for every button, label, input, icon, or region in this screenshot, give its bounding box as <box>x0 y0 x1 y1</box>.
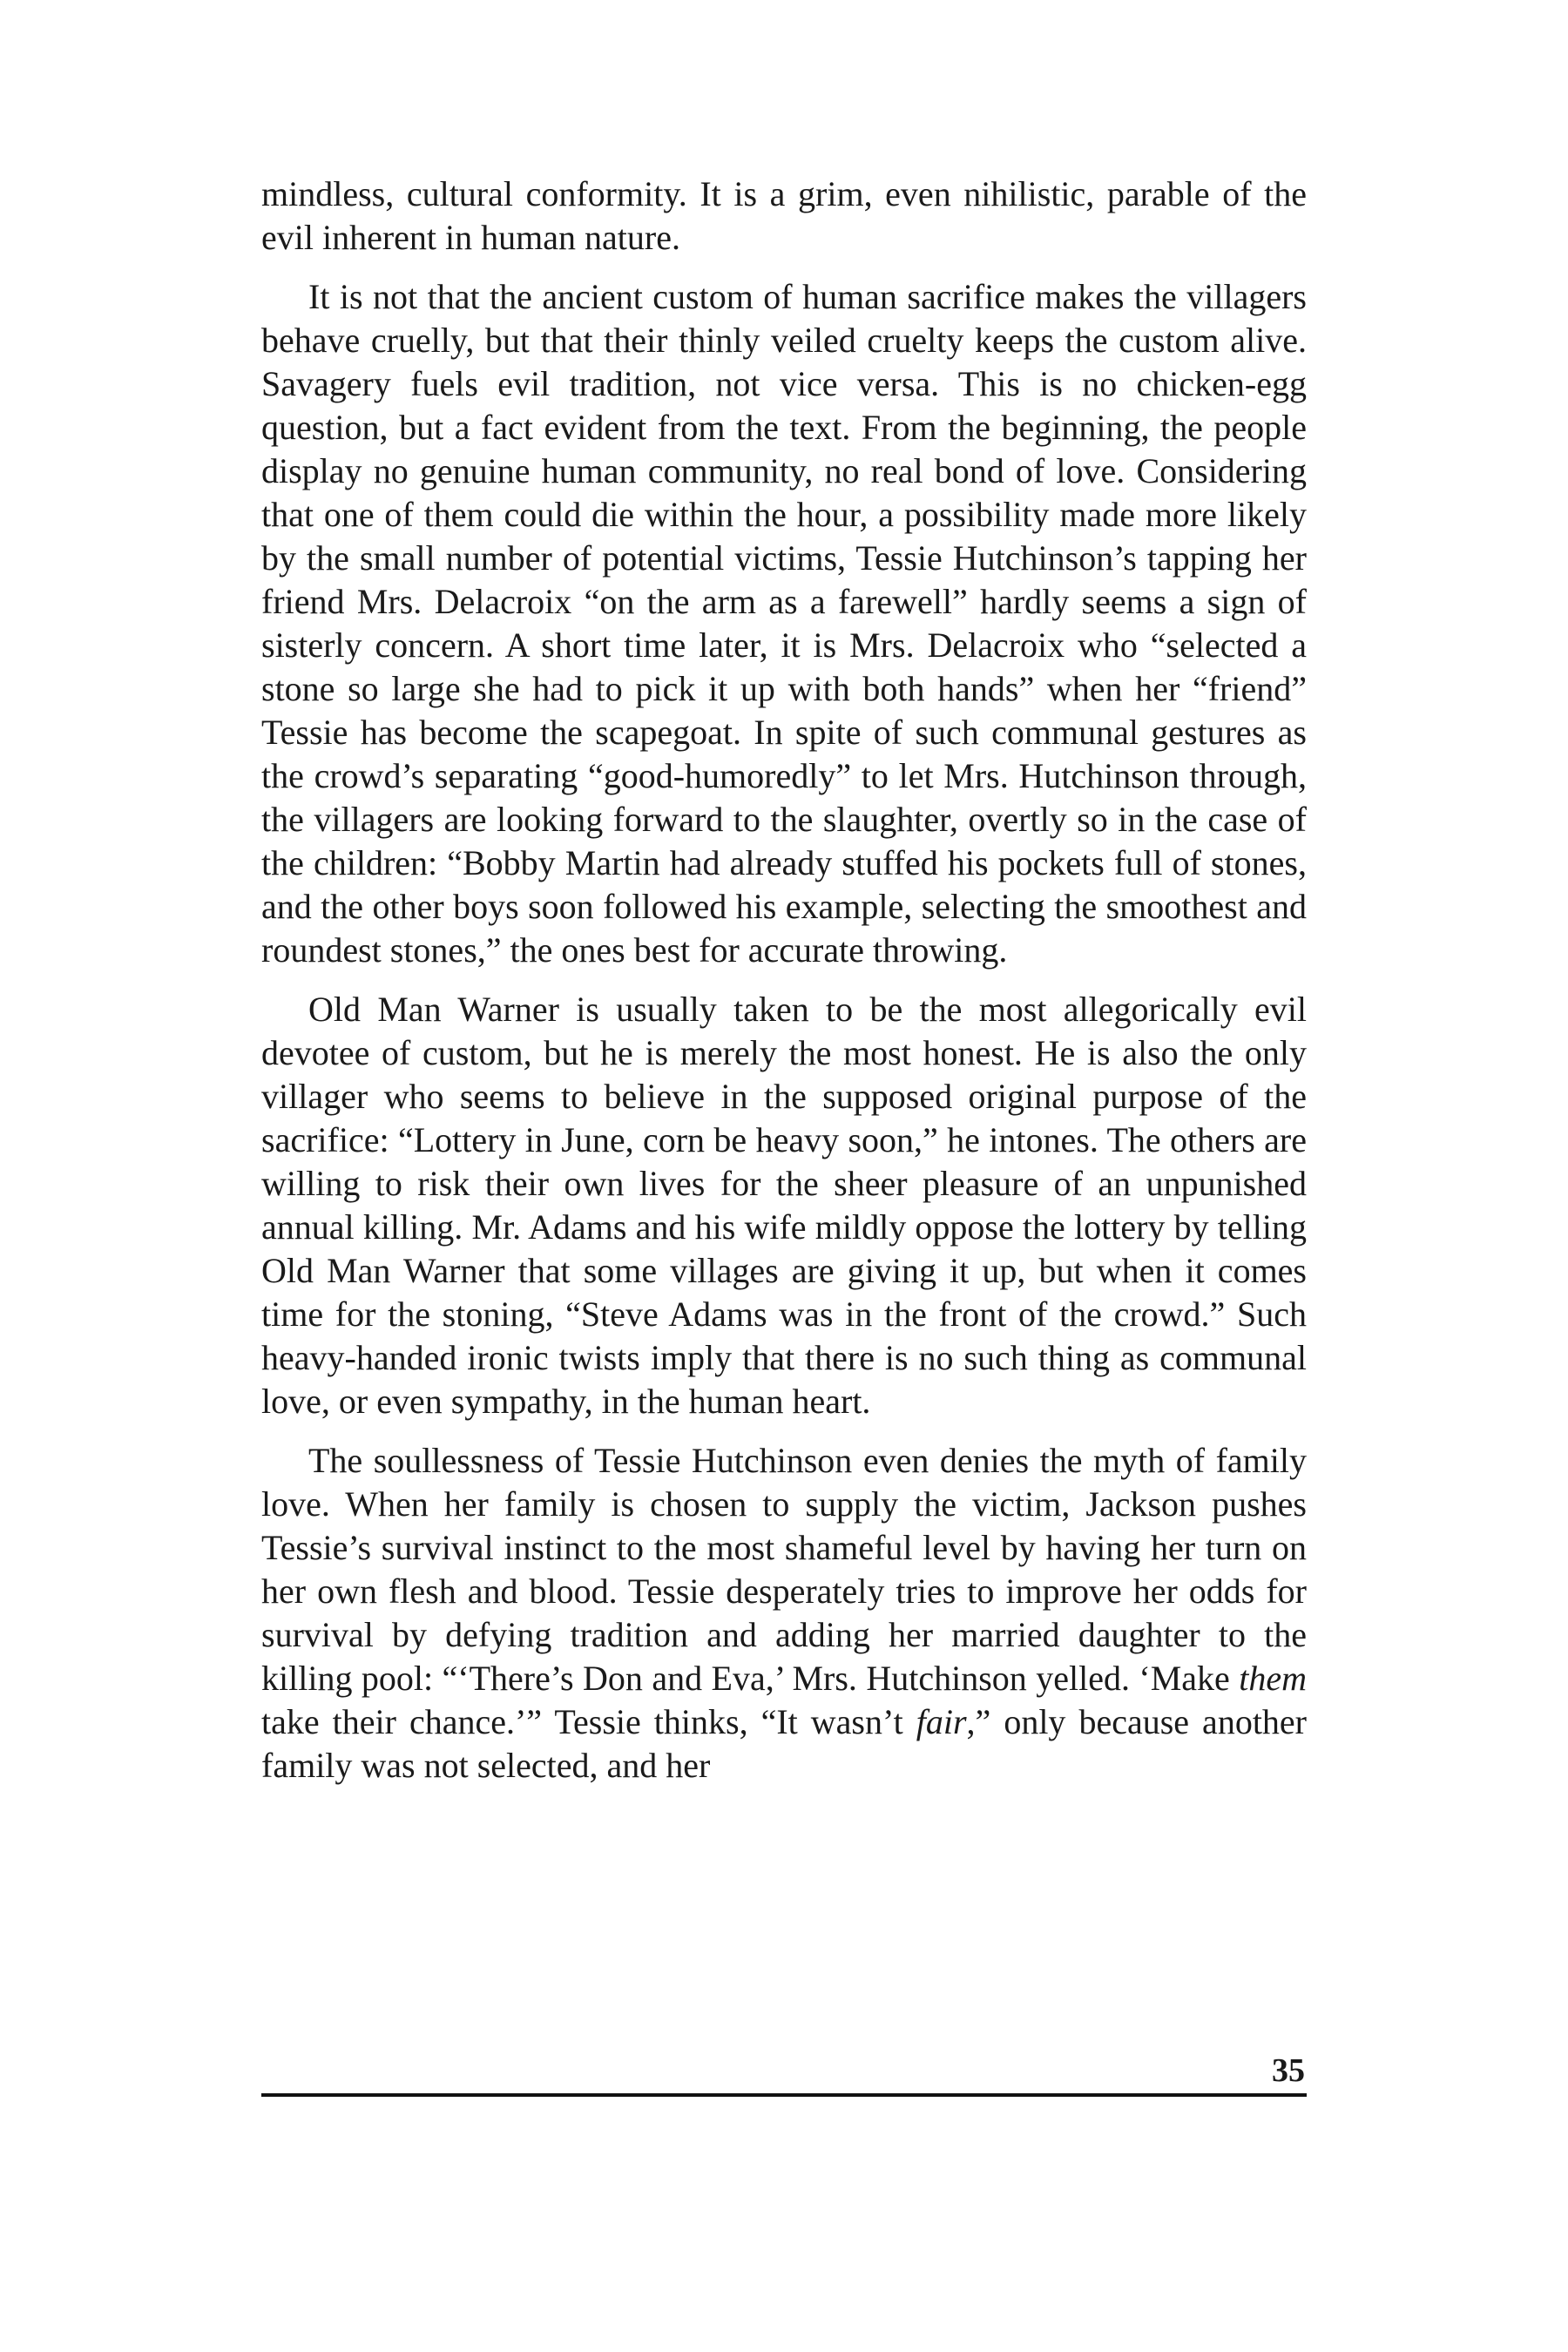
paragraph-2-text: It is not that the ancient custom of human sacrifice makes the villagers behave cruelly, but that their thinly veiled cruelty keeps the custom alive. Savagery fuels evil tradition, not vice versa. This is no chicken-egg question, but a fact evident from the text. From the beginning, the people display no genuine human community, no real bond of love. Considering that one of them could die within the hour, a possibility made more likely by the small number of potential victims, Tessie Hutchinson’s tapping her friend Mrs. Delacroix “on the arm as a farewell” hardly seems a sign of sisterly concern. A short time later, it is Mrs. Delacroix who “selected a stone so large she had to pick it up with both hands” when her “friend” Tessie has become the scapegoat. In spite of such communal gestures as the crowd’s separating “good-humoredly” to let Mrs. Hutchinson through, the villagers are looking forward to the slaughter, overtly so in the case of the children: “Bobby Martin had already stuffed his pockets full of stones, and the other boys soon followed his example, selecting the smoothest and roundest stones,” the ones best for accurate throwing. <box>261 277 1307 970</box>
paragraph-4-text-b: take their chance.’” Tessie thinks, “It wasn’t <box>261 1702 916 1741</box>
paragraph-3-text: Old Man Warner is usually taken to be the most allegorically evil devotee of custom, but he is merely the most honest. He is also the only villager who seems to believe in the supposed original purpose of the sacrifice: “Lottery in June, corn be heavy soon,” he intones. The others are willing to risk their own lives for the sheer pleasure of an unpunished annual killing. Mr. Adams and his wife mildly oppose the lottery by telling Old Man Warner that some villages are giving it up, but when it comes time for the stoning, “Steve Adams was in the front of the crowd.” Such heavy-handed ironic twists imply that there is no such thing as communal love, or even sympathy, in the human heart. <box>261 990 1307 1421</box>
paragraph-4-text-c: ,” only because another family was not selected, and her <box>261 1702 1308 1785</box>
paragraph-1 <box>261 172 1307 260</box>
page-number: 35 <box>1272 2052 1305 2089</box>
page-body <box>261 172 1307 1803</box>
paragraph-4-emphasis-fair: fair <box>916 1702 967 1741</box>
paragraph-1-text: mindless, cultural conformity. It is a grim, even nihilistic, parable of the evil inherent in human nature. <box>261 174 1307 257</box>
paragraph-3 <box>261 988 1307 1423</box>
paragraph-4-emphasis-them: them <box>1239 1659 1307 1698</box>
footer-rule <box>261 2093 1307 2097</box>
paragraph-4 <box>261 1439 1307 1788</box>
paragraph-4-text-a: The soullessness of Tessie Hutchinson even denies the myth of family love. When her family is chosen to supply the victim, Jackson pushes Tessie’s survival instinct to the most shameful level by having her turn on her own flesh and blood. Tessie desperately tries to improve her odds for survival by defying tradition and adding her married daughter to the killing pool: “‘There’s Don and Eva,’ Mrs. Hutchinson yelled. ‘Make <box>261 1441 1307 1698</box>
paragraph-2 <box>261 275 1307 972</box>
page-footer <box>261 2051 1307 2097</box>
